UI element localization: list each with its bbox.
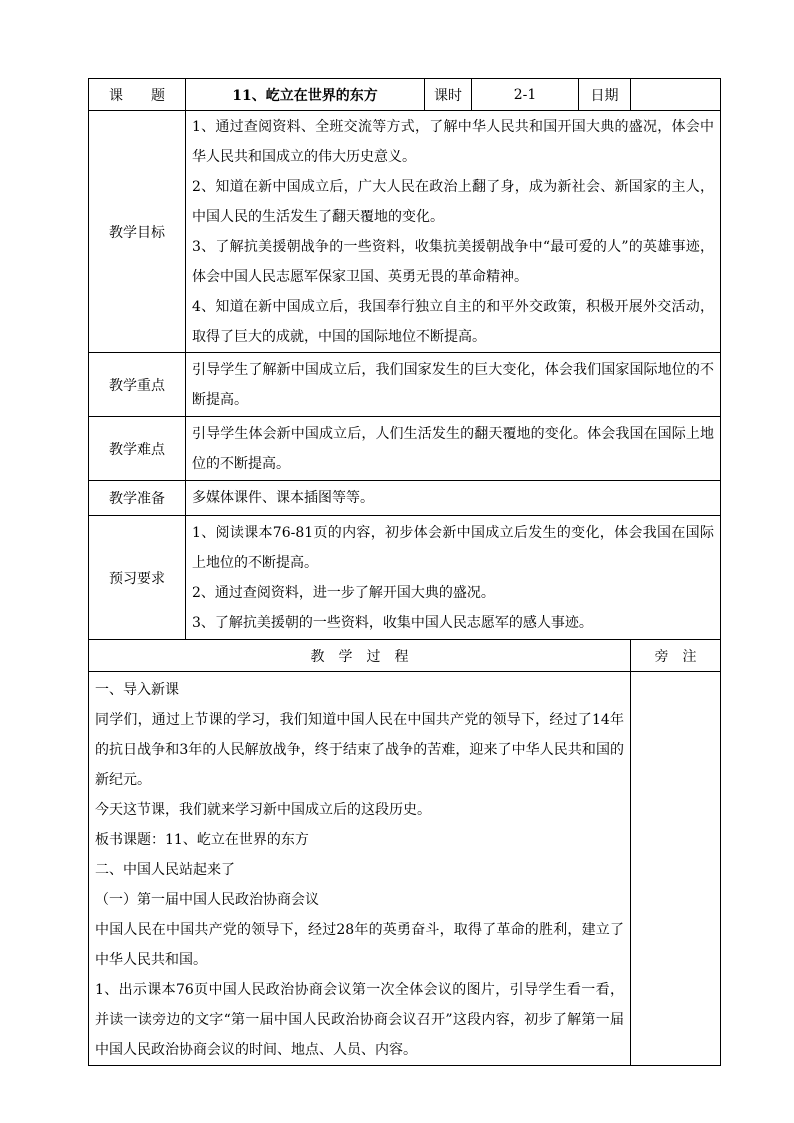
lesson-title: 11、屹立在世界的东方 bbox=[186, 79, 425, 111]
notes-label: 旁 注 bbox=[631, 640, 721, 672]
key-points-row bbox=[89, 353, 721, 417]
process-label: 教 学 过 程 bbox=[89, 640, 631, 672]
difficulties-label: 教学难点 bbox=[89, 417, 186, 481]
preparation-row bbox=[89, 481, 721, 516]
header-row bbox=[89, 79, 721, 111]
date-label: 日期 bbox=[579, 79, 631, 111]
objective-item: 3、了解抗美援朝战争的一些资料，收集抗美援朝战争中“最可爱的人”的英雄事迹，体会中国人民志愿军保家卫国、英勇无畏的革命精神。 bbox=[192, 238, 714, 285]
preview-item: 3、了解抗美援朝的一些资料，收集中国人民志愿军的感人事迹。 bbox=[192, 614, 593, 631]
difficulties-row bbox=[89, 417, 721, 481]
process-content bbox=[89, 672, 631, 1066]
preview-label: 预习要求 bbox=[89, 516, 186, 640]
objectives-row bbox=[89, 111, 721, 353]
objectives-label: 教学目标 bbox=[89, 111, 186, 353]
key-points-content bbox=[186, 353, 721, 417]
objectives-content bbox=[186, 111, 721, 353]
process-paragraph: 1、出示课本76页中国人民政治协商会议第一次全体会议的图片，引导学生看一看，并读一读旁边的文字“第一届中国人民政治协商会议召开”这段内容，初步了解第一届中国人民政治协商会议的时间、地点、人员、内容。 bbox=[95, 982, 624, 1058]
preview-content bbox=[186, 516, 721, 640]
date-value bbox=[631, 79, 721, 111]
preparation-content bbox=[186, 481, 721, 516]
preview-item: 1、阅读课本76-81页的内容，初步体会新中国成立后发生的变化，体会我国在国际上地位的不断提高。 bbox=[192, 524, 714, 571]
difficulties-text: 引导学生体会新中国成立后，人们生活发生的翻天覆地的变化。体会我国在国际上地位的不断提高。 bbox=[192, 425, 714, 472]
notes-content bbox=[631, 672, 721, 1066]
process-paragraph: 同学们，通过上节课的学习，我们知道中国人民在中国共产党的领导下，经过了14年的抗日战争和3年的人民解放战争，终于结束了战争的苦难，迎来了中华人民共和国的新纪元。 bbox=[95, 712, 624, 788]
process-paragraph: 板书课题：11、屹立在世界的东方 bbox=[95, 832, 309, 848]
objective-item: 2、知道在新中国成立后，广大人民在政治上翻了身，成为新社会、新国家的主人，中国人民的生活发生了翻天覆地的变化。 bbox=[192, 178, 714, 225]
objective-item: 1、通过查阅资料、全班交流等方式，了解中华人民共和国开国大典的盛况，体会中华人民共和国成立的伟大历史意义。 bbox=[192, 118, 714, 165]
key-points-text: 引导学生了解新中国成立后，我们国家发生的巨大变化，体会我们国家国际地位的不断提高。 bbox=[192, 361, 714, 408]
difficulties-content bbox=[186, 417, 721, 481]
period-value: 2-1 bbox=[472, 79, 579, 111]
key-points-label: 教学重点 bbox=[89, 353, 186, 417]
preparation-text: 多媒体课件、课本插图等等。 bbox=[192, 490, 374, 506]
lesson-plan-document bbox=[88, 78, 720, 1066]
process-content-row bbox=[89, 672, 721, 1066]
process-heading: 二、中国人民站起来了 bbox=[95, 862, 235, 878]
topic-label: 课 题 bbox=[89, 79, 186, 111]
process-paragraph: 今天这节课，我们就来学习新中国成立后的这段历史。 bbox=[95, 802, 431, 818]
process-header-row bbox=[89, 640, 721, 672]
objective-item: 4、知道在新中国成立后，我国奉行独立自主的和平外交政策，积极开展外交活动，取得了巨大的成就，中国的国际地位不断提高。 bbox=[192, 298, 714, 345]
period-label: 课时 bbox=[425, 79, 472, 111]
process-heading: 一、导入新课 bbox=[95, 682, 179, 698]
preview-item: 2、通过查阅资料，进一步了解开国大典的盛况。 bbox=[192, 584, 495, 601]
preview-row bbox=[89, 516, 721, 640]
lesson-plan-table bbox=[88, 78, 721, 1066]
preparation-label: 教学准备 bbox=[89, 481, 186, 516]
process-subheading: （一）第一届中国人民政治协商会议 bbox=[95, 892, 319, 908]
process-paragraph: 中国人民在中国共产党的领导下，经过28年的英勇奋斗，取得了革命的胜利，建立了中华人民共和国。 bbox=[95, 922, 624, 968]
